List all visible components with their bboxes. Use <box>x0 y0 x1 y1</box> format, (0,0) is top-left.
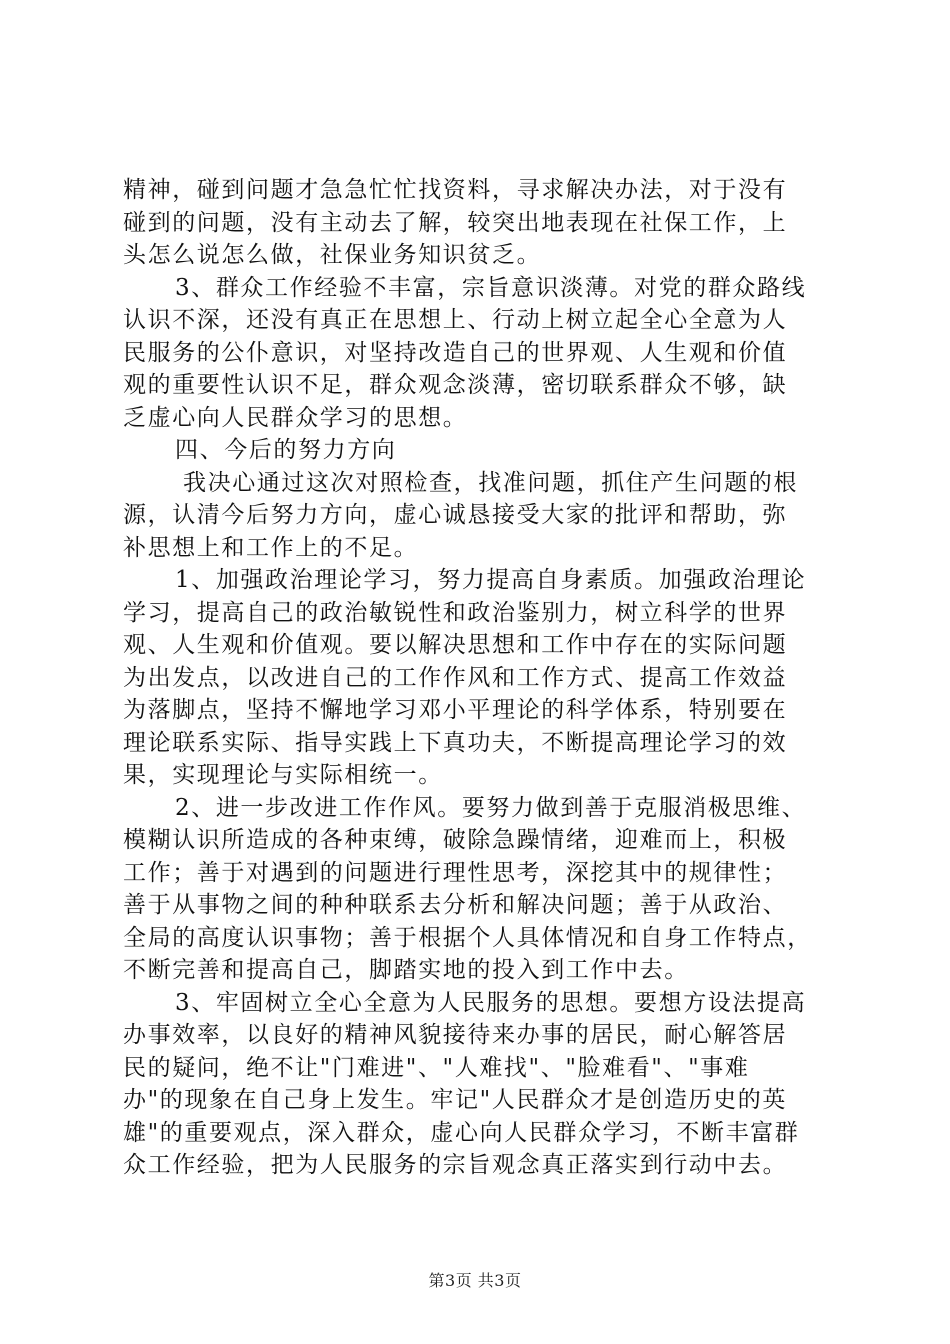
text-line: 模糊认识所造成的各种束缚，破除急躁情绪，迎难而上，积极 <box>123 827 788 853</box>
text-line: 众工作经验，把为人民服务的宗旨观念真正落实到行动中去。 <box>123 1152 788 1178</box>
text-line: 办"的现象在自己身上发生。牢记"人民群众才是创造历史的英 <box>123 1087 787 1113</box>
paragraph-start-line: 2、进一步改进工作作风。要努力做到善于克服消极思维、 <box>175 794 807 821</box>
document-body <box>123 174 843 1182</box>
text-line: 观的重要性认识不足，群众观念淡薄，密切联系群众不够，缺 <box>123 372 788 398</box>
text-line: 头怎么说怎么做，社保业务知识贫乏。 <box>123 242 542 268</box>
paragraph-start-line: 我决心通过这次对照检查，找准问题，抓住产生问题的根 <box>183 469 798 496</box>
text-line: 办事效率，以良好的精神风貌接待来办事的居民，耐心解答居 <box>123 1022 788 1048</box>
text-line: 为落脚点，坚持不懈地学习邓小平理论的科学体系，特别要在 <box>123 697 788 723</box>
paragraph-start-line: 3、牢固树立全心全意为人民服务的思想。要想方设法提高 <box>175 989 807 1016</box>
section-heading: 四、今后的努力方向 <box>175 437 397 463</box>
text-line: 乏虚心向人民群众学习的思想。 <box>123 404 468 431</box>
text-line: 善于从事物之间的种种联系去分析和解决问题；善于从政治、 <box>123 892 788 918</box>
text-line: 学习，提高自己的政治敏锐性和政治鉴别力，树立科学的世界 <box>123 599 788 626</box>
text-line: 碰到的问题，没有主动去了解，较突出地表现在社保工作，上 <box>123 209 788 236</box>
text-line: 民服务的公仆意识，对坚持改造自己的世界观、人生观和价值 <box>123 339 788 366</box>
text-line: 不断完善和提高自己，脚踏实地的投入到工作中去。 <box>123 957 689 983</box>
paragraph-start-line: 3、群众工作经验不丰富，宗旨意识淡薄。对党的群众路线 <box>175 274 807 301</box>
text-line: 精神，碰到问题才急急忙忙找资料，寻求解决办法，对于没有 <box>123 177 788 203</box>
text-line: 观、人生观和价值观。要以解决思想和工作中存在的实际问题 <box>123 632 788 658</box>
paragraph-start-line: 1、加强政治理论学习，努力提高自身素质。加强政治理论 <box>175 567 807 593</box>
page-number-footer: 第3页 共3页 <box>428 1271 522 1290</box>
text-line: 源，认清今后努力方向，虚心诚恳接受大家的批评和帮助，弥 <box>123 502 788 528</box>
text-line: 雄"的重要观点，深入群众，虚心向人民群众学习，不断丰富群 <box>123 1119 800 1146</box>
text-line: 认识不深，还没有真正在思想上、行动上树立起全心全意为人 <box>123 307 788 333</box>
text-line: 果，实现理论与实际相统一。 <box>123 762 443 788</box>
text-line: 为出发点，以改进自己的工作作风和工作方式、提高工作效益 <box>123 664 788 691</box>
text-line: 全局的高度认识事物；善于根据个人具体情况和自身工作特点， <box>123 924 812 951</box>
text-line: 工作；善于对遇到的问题进行理性思考，深挖其中的规律性； <box>123 859 788 886</box>
text-line: 理论联系实际、指导实践上下真功夫，不断提高理论学习的效 <box>123 729 788 756</box>
text-line: 补思想上和工作上的不足。 <box>123 534 419 561</box>
text-line: 民的疑问，绝不让"门难进"、"人难找"、"脸难看"、"事难 <box>123 1054 750 1081</box>
